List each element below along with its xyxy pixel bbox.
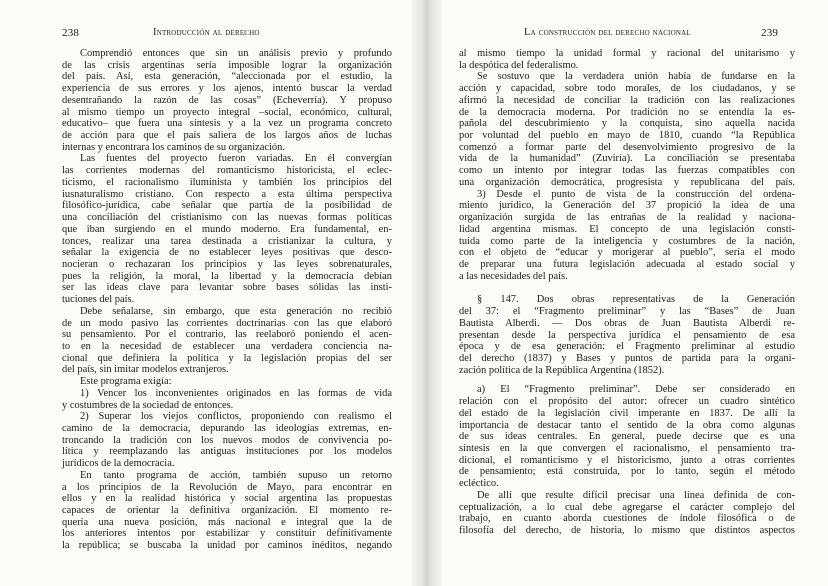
section-147-heading (459, 294, 795, 376)
text-line: relación con el propósito del autor: ofrecer un cuadro sintético (459, 396, 795, 408)
left-running-head: Introducción al derecho (153, 27, 260, 38)
text-line: importancia de destacar tanto el sentido de la obra como algunas (459, 419, 795, 431)
text-line: miento jurídico, la Generación del 37 propició la idea de una (459, 200, 795, 212)
section-spacer (459, 282, 795, 294)
text-line: lidad argentina mismas. El concepto de una legislación consti- (459, 223, 795, 235)
text-line: troncando la tradición con los nuevos modos de convivencia po- (62, 434, 392, 446)
text-line: De allí que resulte difícil precisar una línea definida de con- (477, 489, 795, 501)
text-line: lítica y reemplazando las antiguas instituciones por los modelos (62, 446, 392, 458)
text-line: tuciones del país. (62, 294, 135, 306)
text-line: filosofía del derecho, de historia, lo mismo que distintos aspectos (459, 525, 795, 537)
text-line: ticismo, el racionalismo iluminista y también los principios del (62, 176, 392, 188)
text-line: de sus ideas centrales. En general, puede decirse que es una (459, 431, 795, 443)
text-line: ecléctico. (459, 478, 499, 490)
book-gutter (412, 0, 442, 586)
text-line: organización surgida de las entrañas de la realidad y naciona- (459, 212, 795, 224)
text-line: iusnaturalismo cristiano. Con respecto a esta última perspectiva (62, 188, 392, 200)
text-line: síntesis en la que convergen el racionalismo, el pensamiento tra- (459, 443, 795, 454)
text-line: nocieran o rechazaran los principios y las leyes sobrenaturales, (62, 258, 392, 270)
text-line: educativo– que fuera una síntesis y a la vez un programa concreto (62, 118, 392, 130)
left-page (0, 0, 412, 586)
text-line: 2) Superar los viejos conflictos, proponiendo con realismo el (80, 411, 392, 423)
text-line: acción y capacidad, sobre todo morales, de los ciudadanos, y se (459, 83, 795, 95)
text-line: su pensamiento. Por el contrario, las reelaboró poniendo el acen- (62, 329, 392, 341)
text-line: tuida como parte de la inteligencia y costumbres de la nación, (459, 235, 795, 247)
text-line: dicional, el romanticismo y el historicismo, junto a otras corrientes (459, 454, 795, 466)
text-line: con el objeto de “educar y morigerar al pueblo”, sería el modo (459, 247, 795, 259)
text-line: una conciliación del cristianismo con las nuevas formas políticas (62, 212, 392, 224)
text-line: de acción para que el país saliera de los largos años de luchas (62, 130, 392, 142)
text-line: por voluntad del pueblo en mayo de 1810, cuando “la República (459, 130, 795, 142)
text-line: pañola del descubrimiento y la conquista, sino aquella nacida (459, 118, 795, 130)
text-line: de las crisis argentinas sería imposible lograr la organización (62, 59, 392, 71)
right-page-paragraphs (459, 48, 795, 282)
text-line: Bautista Alberdi. — Dos obras de Juan Bautista Alberdi re- (459, 317, 795, 329)
text-line: las corrientes modernas del romanticismo historicista, el eclec- (62, 165, 392, 177)
text-line: pues la religión, la moral, la libertad y la democracia debían (62, 270, 392, 282)
text-line: to en la necesidad de establecer una verdadera conciencia na- (62, 340, 392, 352)
text-line: al mismo tiempo un proyecto integral –social, económico, cultural, (62, 106, 392, 118)
text-line: En tanto programa de acción, también supuso un retorno (80, 469, 392, 481)
text-line: capaces de orientar la definitiva organización. El momento re- (62, 505, 392, 517)
text-line: quería una nueva posición, más nacional e integral que la de (62, 516, 392, 528)
text-line: de preparar una futura legislación adecuada al estado social y (459, 258, 795, 270)
text-line: Se sostuvo que la verdadera unión había de fundarse en la (477, 71, 795, 83)
text-line: los anteriores intentos por estabilizar y constituir definitivamente (62, 528, 392, 540)
left-page-body (62, 48, 392, 552)
text-line: de la democracia moderna. Por tradición no se entendía la es- (459, 106, 795, 118)
text-line: del estado de la legislación civil imperante en 1837. De allí la (459, 407, 795, 419)
text-line: de un modo pasivo las corrientes doctrinarias con las que elaboró (62, 317, 392, 329)
text-line: la despótica del federalismo. (459, 59, 579, 71)
text-line: trabajo, en cuanto aborda cuestiones de índole filosófica o de (459, 513, 795, 525)
text-line: jurídicos de la democracia. (62, 458, 175, 470)
text-line: ceptualización, a lo cual debe agregarse el carácter complejo del (459, 501, 795, 513)
text-line: afirmó la necesidad de conciliar la tradición con las realizaciones (459, 94, 795, 106)
text-line: una organización democrática, progresista y republicana del país. (459, 176, 795, 188)
text-line: que iban surgiendo en el mundo moderno. Era fundamental, en- (62, 223, 392, 235)
text-line: del país, sin imitar modelos extranjeros. (62, 364, 229, 376)
text-line: tonces, realizar una tarea destinada a cristianizar la cultura, y (62, 235, 392, 247)
text-line: desentrañando la razón de las cosas” (Echeverría). Y propuso (62, 94, 392, 106)
right-page-number: 239 (761, 27, 779, 39)
text-line: del derecho (1837) y Bases y puntos de partida para la organi- (459, 352, 795, 364)
text-line: Debe señalarse, sin embargo, que esta generación no recibió (80, 305, 392, 317)
text-line: época y de esa generación: el Fragmento preliminar al estudio (459, 341, 795, 353)
text-line: experiencia de sus errores y los ajenos, intentó buscar la verdad (62, 83, 392, 95)
text-line: señalar la exigencia de no establecer leyes positivas que desco- (62, 247, 392, 259)
text-line: zación política de la República Argentina (1852). (459, 364, 665, 376)
text-line: del 37: el “Fragmento preliminar” y las “Bases” de Juan (459, 306, 795, 318)
subsection-spacer (459, 376, 795, 384)
text-line: 1) Vencer los inconvenientes originados en las formas de vida (80, 387, 392, 399)
text-line: Este programa exigía: (80, 376, 172, 388)
text-line: Comprendió entonces que sin un análisis previo y profundo (80, 48, 392, 59)
left-page-number: 238 (62, 27, 80, 39)
text-line: presentan desde la perspectiva jurídica el pensamiento de esa (459, 329, 795, 341)
text-line: filosófico-jurídica, cabe señalar que partía de la posibilidad de (62, 200, 392, 212)
right-running-head: La construcción del derecho nacional (524, 27, 691, 38)
subsection-fragmento-preliminar (459, 384, 795, 536)
text-line: y costumbres de la sociedad de entonces. (62, 399, 234, 411)
text-line: camino de la democracia, depurando las ideologías extremas, en- (62, 423, 392, 434)
text-line: de pensamiento; está construida, por lo tanto, según el método (459, 466, 795, 478)
text-line: 3) Desde el punto de vista de la construcción del ordena- (477, 188, 795, 200)
text-line: internas y encontrara los caminos de su organización. (62, 141, 285, 153)
text-line: como un intento por integrar todas las fuerzas compatibles con (459, 165, 795, 177)
right-page-body (459, 48, 795, 537)
text-line: ser las ideas clave para levantar sobre bases sólidas las insti- (62, 282, 392, 294)
text-line: a) El “Fragmento preliminar”. Debe ser considerado en (477, 384, 795, 396)
right-page (442, 0, 828, 586)
text-line: ellos y en la realidad histórica y social argentina las propuestas (62, 493, 392, 505)
text-line: comenzó a formar parte del desenvolvimiento progresivo de la (459, 141, 795, 153)
text-line: vida de la humanidad” (Zuviría). La conciliación se presentaba (459, 153, 795, 165)
text-line: la república; se buscaba la unidad por caminos inéditos, negando (62, 540, 392, 552)
text-line: cional que definiera la política y la legislación propias del ser (62, 352, 392, 364)
text-line: Las fuentes del proyecto fueron variadas. En él convergían (80, 153, 392, 165)
text-line: § 147. Dos obras representativas de la Generación (477, 294, 795, 306)
text-line: del país. Así, esta generación, “aleccionada por el estudio, la (62, 71, 392, 83)
text-line: a los principios de la Revolución de Mayo, para encontrar en (62, 481, 392, 493)
text-line: al mismo tiempo la unidad formal y racional del unitarismo y (459, 48, 795, 59)
text-line: a las necesidades del país. (459, 270, 568, 282)
